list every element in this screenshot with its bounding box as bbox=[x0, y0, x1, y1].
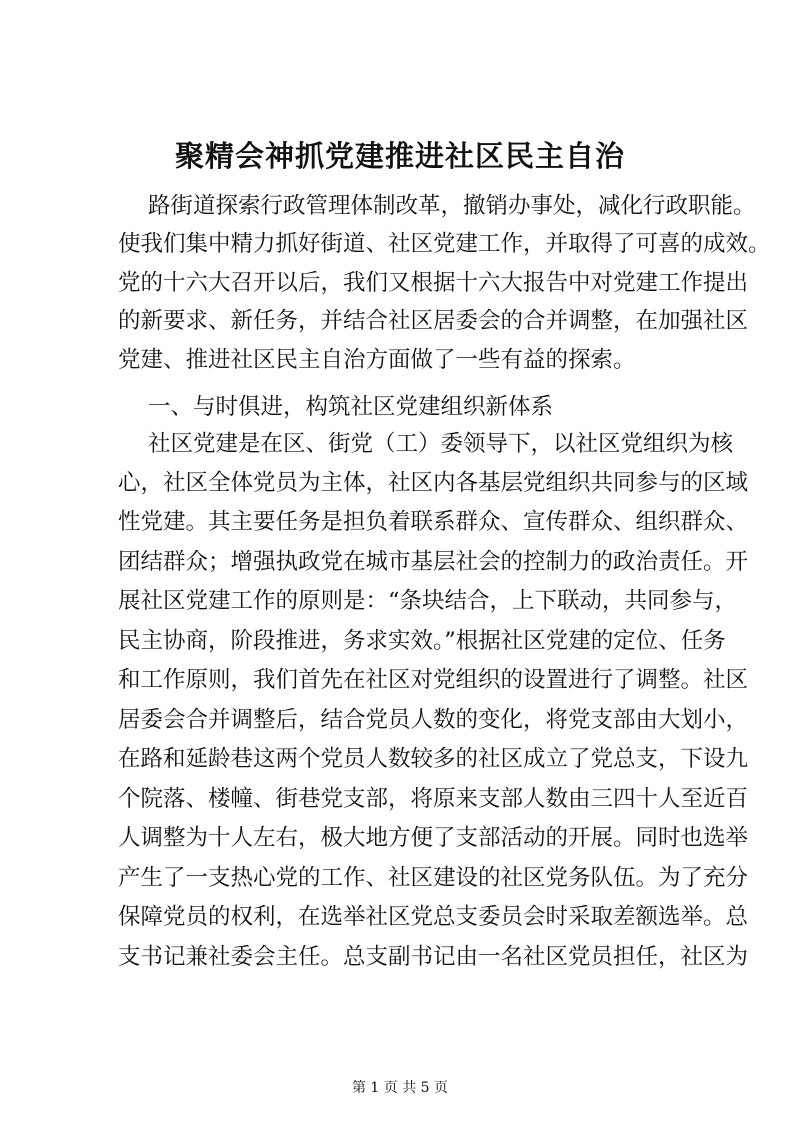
paragraph-line: 党的十六大召开以后，我们又根据十六大报告中对党建工作提出 bbox=[118, 270, 749, 296]
paragraph-line: 支书记兼社委会主任。总支副书记由一名社区党员担任，社区为 bbox=[118, 944, 749, 970]
paragraph-line: 民主协商，阶段推进，务求实效。”根据社区党建的定位、任务 bbox=[118, 628, 726, 654]
paragraph-line: 的新要求、新任务，并结合社区居委会的合并调整，在加强社区 bbox=[118, 308, 749, 334]
paragraph-line: 保障党员的权利，在选举社区党总支委员会时采取差额选举。总 bbox=[118, 904, 749, 930]
paragraph-line: 居委会合并调整后，结合党员人数的变化，将党支部由大划小， bbox=[118, 707, 749, 733]
paragraph-line: 展社区党建工作的原则是：“条块结合，上下联动，共同参与， bbox=[118, 588, 738, 614]
paragraph-line: 心，社区全体党员为主体，社区内各基层党组织共同参与的区域 bbox=[118, 470, 749, 496]
paragraph-line: 个院落、楼幢、街巷党支部，将原来支部人数由三四十人至近百 bbox=[118, 786, 749, 812]
paragraph-line: 团结群众；增强执政党在城市基层社会的控制力的政治责任。开 bbox=[118, 549, 749, 575]
section-heading: 一、与时俱进，构筑社区党建组织新体系 bbox=[148, 394, 554, 420]
paragraph-line: 性党建。其主要任务是担负着联系群众、宣传群众、组织群众、 bbox=[118, 509, 749, 535]
document-title: 聚精会神抓党建推进社区民主自治 bbox=[174, 139, 625, 173]
paragraph-line: 在路和延龄巷这两个党员人数较多的社区成立了党总支，下设九 bbox=[118, 746, 749, 772]
paragraph-line: 产生了一支热心党的工作、社区建设的社区党务队伍。为了充分 bbox=[118, 865, 749, 891]
page-footer: 第 1 页 共 5 页 bbox=[351, 1080, 449, 1096]
paragraph-line: 使我们集中精力抓好街道、社区党建工作，并取得了可喜的成效。 bbox=[118, 231, 771, 257]
paragraph-line: 党建、推进社区民主自治方面做了一些有益的探索。 bbox=[118, 347, 636, 373]
paragraph-line: 人调整为十人左右，极大地方便了支部活动的开展。同时也选举 bbox=[118, 825, 749, 851]
paragraph-line: 路街道探索行政管理体制改革，撤销办事处，减化行政职能。 bbox=[148, 193, 756, 219]
paragraph-line: 社区党建是在区、街党（工）委领导下，以社区党组织为核 bbox=[148, 431, 734, 457]
paragraph-line: 和工作原则，我们首先在社区对党组织的设置进行了调整。社区 bbox=[118, 667, 749, 693]
